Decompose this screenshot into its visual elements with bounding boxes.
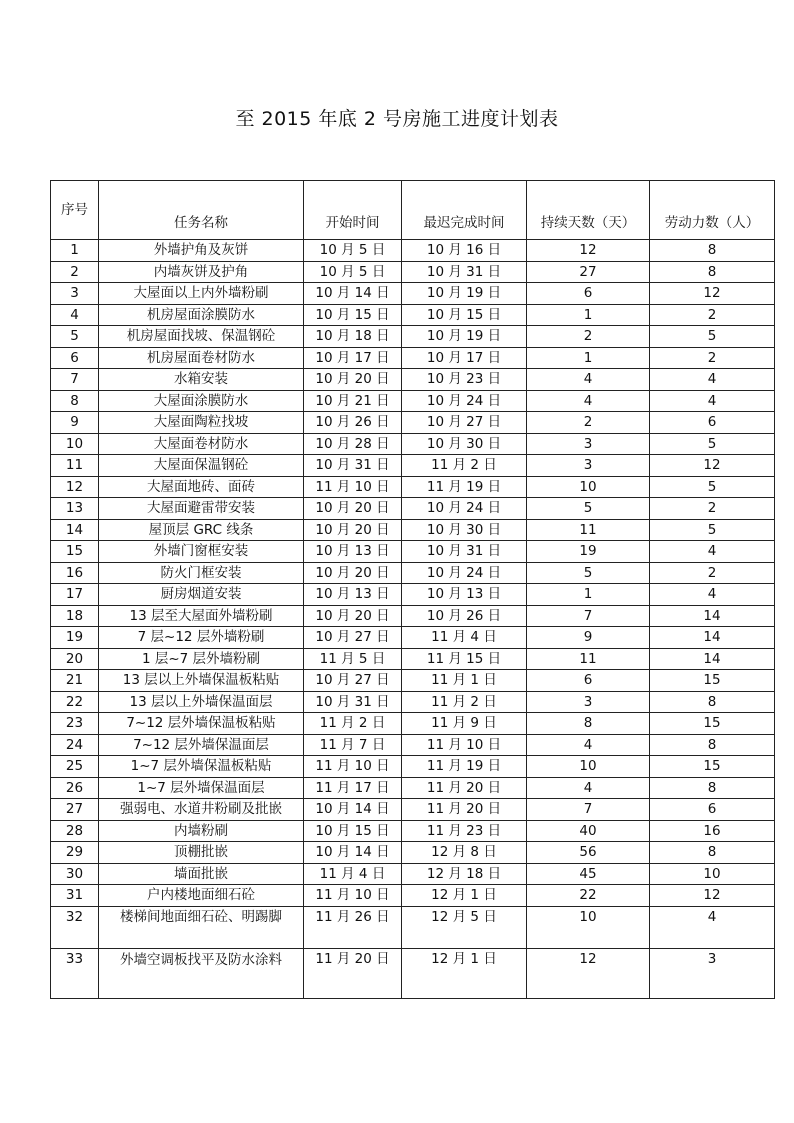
cell-end: 11 月 4 日 xyxy=(402,627,527,649)
cell-days: 9 xyxy=(527,627,650,649)
cell-seq: 31 xyxy=(51,885,99,907)
cell-seq: 22 xyxy=(51,691,99,713)
cell-end: 11 月 23 日 xyxy=(402,820,527,842)
cell-end: 12 月 18 日 xyxy=(402,863,527,885)
cell-days: 2 xyxy=(527,412,650,434)
cell-start: 10 月 14 日 xyxy=(304,283,402,305)
cell-task: 内墙灰饼及护角 xyxy=(99,261,304,283)
cell-task: 楼梯间地面细石砼、明踢脚 xyxy=(99,906,304,948)
cell-days: 3 xyxy=(527,691,650,713)
cell-end: 12 月 1 日 xyxy=(402,948,527,998)
cell-labor: 5 xyxy=(650,519,775,541)
cell-seq: 3 xyxy=(51,283,99,305)
cell-seq: 27 xyxy=(51,799,99,821)
cell-labor: 15 xyxy=(650,670,775,692)
table-row xyxy=(51,799,775,821)
cell-start: 10 月 15 日 xyxy=(304,304,402,326)
cell-labor: 4 xyxy=(650,369,775,391)
cell-seq: 23 xyxy=(51,713,99,735)
cell-end: 12 月 1 日 xyxy=(402,885,527,907)
cell-seq: 12 xyxy=(51,476,99,498)
table-row xyxy=(51,326,775,348)
cell-labor: 2 xyxy=(650,498,775,520)
cell-end: 10 月 24 日 xyxy=(402,498,527,520)
cell-task: 大屋面避雷带安装 xyxy=(99,498,304,520)
cell-seq: 24 xyxy=(51,734,99,756)
cell-days: 6 xyxy=(527,283,650,305)
table-header-row xyxy=(51,181,775,240)
cell-seq: 9 xyxy=(51,412,99,434)
cell-days: 22 xyxy=(527,885,650,907)
cell-seq: 19 xyxy=(51,627,99,649)
cell-seq: 13 xyxy=(51,498,99,520)
cell-labor: 8 xyxy=(650,691,775,713)
cell-seq: 21 xyxy=(51,670,99,692)
cell-task: 1~7 层外墙保温面层 xyxy=(99,777,304,799)
cell-start: 10 月 20 日 xyxy=(304,562,402,584)
cell-seq: 29 xyxy=(51,842,99,864)
table-row xyxy=(51,304,775,326)
table-row xyxy=(51,605,775,627)
cell-end: 12 月 8 日 xyxy=(402,842,527,864)
cell-labor: 8 xyxy=(650,240,775,262)
cell-task: 13 层至大屋面外墙粉刷 xyxy=(99,605,304,627)
cell-start: 11 月 10 日 xyxy=(304,476,402,498)
table-row xyxy=(51,756,775,778)
cell-task: 外墙空调板找平及防水涂料 xyxy=(99,948,304,998)
cell-labor: 2 xyxy=(650,562,775,584)
cell-days: 5 xyxy=(527,498,650,520)
cell-end: 11 月 2 日 xyxy=(402,455,527,477)
table-row xyxy=(51,476,775,498)
cell-seq: 26 xyxy=(51,777,99,799)
cell-end: 12 月 5 日 xyxy=(402,906,527,948)
cell-days: 11 xyxy=(527,648,650,670)
cell-start: 10 月 13 日 xyxy=(304,541,402,563)
table-row xyxy=(51,842,775,864)
cell-days: 1 xyxy=(527,304,650,326)
cell-labor: 8 xyxy=(650,777,775,799)
table-row xyxy=(51,734,775,756)
cell-start: 10 月 13 日 xyxy=(304,584,402,606)
cell-seq: 28 xyxy=(51,820,99,842)
table-row xyxy=(51,412,775,434)
cell-start: 10 月 31 日 xyxy=(304,455,402,477)
cell-seq: 6 xyxy=(51,347,99,369)
cell-task: 7 层~12 层外墙粉刷 xyxy=(99,627,304,649)
cell-labor: 5 xyxy=(650,433,775,455)
cell-seq: 15 xyxy=(51,541,99,563)
cell-days: 4 xyxy=(527,777,650,799)
cell-task: 1 层~7 层外墙粉刷 xyxy=(99,648,304,670)
cell-end: 10 月 31 日 xyxy=(402,261,527,283)
cell-labor: 8 xyxy=(650,734,775,756)
cell-end: 10 月 23 日 xyxy=(402,369,527,391)
table-row xyxy=(51,820,775,842)
cell-end: 10 月 24 日 xyxy=(402,390,527,412)
cell-labor: 8 xyxy=(650,261,775,283)
cell-days: 56 xyxy=(527,842,650,864)
cell-seq: 10 xyxy=(51,433,99,455)
cell-task: 1~7 层外墙保温板粘贴 xyxy=(99,756,304,778)
cell-seq: 18 xyxy=(51,605,99,627)
table-row xyxy=(51,648,775,670)
cell-days: 10 xyxy=(527,906,650,948)
cell-labor: 5 xyxy=(650,476,775,498)
cell-end: 10 月 13 日 xyxy=(402,584,527,606)
cell-end: 10 月 30 日 xyxy=(402,519,527,541)
cell-labor: 16 xyxy=(650,820,775,842)
cell-start: 10 月 5 日 xyxy=(304,261,402,283)
cell-days: 12 xyxy=(527,240,650,262)
cell-seq: 7 xyxy=(51,369,99,391)
cell-days: 27 xyxy=(527,261,650,283)
cell-end: 11 月 19 日 xyxy=(402,476,527,498)
cell-start: 11 月 20 日 xyxy=(304,948,402,998)
cell-task: 大屋面地砖、面砖 xyxy=(99,476,304,498)
table-body xyxy=(51,240,775,999)
cell-labor: 12 xyxy=(650,455,775,477)
cell-days: 1 xyxy=(527,347,650,369)
cell-labor: 5 xyxy=(650,326,775,348)
cell-labor: 10 xyxy=(650,863,775,885)
cell-labor: 4 xyxy=(650,541,775,563)
table-row xyxy=(51,519,775,541)
cell-task: 防火门框安装 xyxy=(99,562,304,584)
cell-end: 11 月 20 日 xyxy=(402,777,527,799)
cell-days: 4 xyxy=(527,369,650,391)
cell-end: 11 月 1 日 xyxy=(402,670,527,692)
cell-days: 3 xyxy=(527,433,650,455)
table-row xyxy=(51,584,775,606)
cell-end: 11 月 20 日 xyxy=(402,799,527,821)
cell-start: 11 月 17 日 xyxy=(304,777,402,799)
cell-labor: 12 xyxy=(650,283,775,305)
cell-end: 10 月 19 日 xyxy=(402,326,527,348)
cell-seq: 11 xyxy=(51,455,99,477)
cell-seq: 4 xyxy=(51,304,99,326)
table-row xyxy=(51,369,775,391)
cell-task: 13 层以上外墙保温面层 xyxy=(99,691,304,713)
cell-start: 11 月 2 日 xyxy=(304,713,402,735)
cell-task: 机房屋面卷材防水 xyxy=(99,347,304,369)
header-seq: 序号 xyxy=(51,181,99,240)
cell-start: 10 月 20 日 xyxy=(304,605,402,627)
cell-labor: 14 xyxy=(650,648,775,670)
header-latest-finish: 最迟完成时间 xyxy=(402,181,527,240)
cell-end: 10 月 17 日 xyxy=(402,347,527,369)
cell-days: 40 xyxy=(527,820,650,842)
table-row xyxy=(51,863,775,885)
cell-labor: 3 xyxy=(650,948,775,998)
cell-days: 7 xyxy=(527,605,650,627)
cell-task: 大屋面保温钢砼 xyxy=(99,455,304,477)
cell-end: 10 月 15 日 xyxy=(402,304,527,326)
cell-start: 10 月 14 日 xyxy=(304,799,402,821)
table-row xyxy=(51,670,775,692)
cell-end: 10 月 31 日 xyxy=(402,541,527,563)
cell-seq: 32 xyxy=(51,906,99,948)
table-row xyxy=(51,455,775,477)
cell-start: 10 月 20 日 xyxy=(304,519,402,541)
cell-days: 4 xyxy=(527,390,650,412)
cell-start: 11 月 10 日 xyxy=(304,885,402,907)
table-row xyxy=(51,777,775,799)
cell-days: 12 xyxy=(527,948,650,998)
cell-end: 11 月 15 日 xyxy=(402,648,527,670)
cell-task: 13 层以上外墙保温板粘贴 xyxy=(99,670,304,692)
cell-task: 外墙护角及灰饼 xyxy=(99,240,304,262)
cell-start: 10 月 26 日 xyxy=(304,412,402,434)
table-row xyxy=(51,713,775,735)
cell-end: 10 月 24 日 xyxy=(402,562,527,584)
cell-days: 8 xyxy=(527,713,650,735)
cell-seq: 33 xyxy=(51,948,99,998)
table-row xyxy=(51,390,775,412)
cell-labor: 15 xyxy=(650,713,775,735)
table-row xyxy=(51,283,775,305)
cell-seq: 17 xyxy=(51,584,99,606)
cell-task: 机房屋面涂膜防水 xyxy=(99,304,304,326)
cell-seq: 1 xyxy=(51,240,99,262)
cell-task: 墙面批嵌 xyxy=(99,863,304,885)
cell-days: 19 xyxy=(527,541,650,563)
cell-days: 7 xyxy=(527,799,650,821)
table-row xyxy=(51,240,775,262)
cell-labor: 12 xyxy=(650,885,775,907)
table-row xyxy=(51,691,775,713)
cell-task: 内墙粉刷 xyxy=(99,820,304,842)
cell-start: 10 月 27 日 xyxy=(304,670,402,692)
cell-task: 外墙门窗框安装 xyxy=(99,541,304,563)
cell-start: 10 月 21 日 xyxy=(304,390,402,412)
cell-start: 10 月 20 日 xyxy=(304,369,402,391)
header-labor: 劳动力数（人） xyxy=(650,181,775,240)
cell-labor: 14 xyxy=(650,605,775,627)
cell-start: 11 月 5 日 xyxy=(304,648,402,670)
cell-start: 10 月 28 日 xyxy=(304,433,402,455)
cell-labor: 2 xyxy=(650,304,775,326)
cell-labor: 4 xyxy=(650,906,775,948)
cell-end: 10 月 30 日 xyxy=(402,433,527,455)
cell-labor: 4 xyxy=(650,390,775,412)
cell-end: 11 月 10 日 xyxy=(402,734,527,756)
table-row xyxy=(51,562,775,584)
cell-task: 顶棚批嵌 xyxy=(99,842,304,864)
cell-task: 水箱安装 xyxy=(99,369,304,391)
cell-days: 45 xyxy=(527,863,650,885)
cell-start: 10 月 27 日 xyxy=(304,627,402,649)
cell-task: 机房屋面找坡、保温钢砼 xyxy=(99,326,304,348)
schedule-table xyxy=(50,180,775,999)
cell-start: 10 月 18 日 xyxy=(304,326,402,348)
cell-days: 2 xyxy=(527,326,650,348)
table-row xyxy=(51,948,775,998)
cell-task: 大屋面卷材防水 xyxy=(99,433,304,455)
table-row xyxy=(51,627,775,649)
cell-start: 11 月 4 日 xyxy=(304,863,402,885)
cell-seq: 25 xyxy=(51,756,99,778)
header-duration: 持续天数（天） xyxy=(527,181,650,240)
cell-end: 11 月 19 日 xyxy=(402,756,527,778)
cell-days: 11 xyxy=(527,519,650,541)
cell-days: 4 xyxy=(527,734,650,756)
table-row xyxy=(51,906,775,948)
cell-days: 6 xyxy=(527,670,650,692)
cell-task: 大屋面涂膜防水 xyxy=(99,390,304,412)
cell-start: 11 月 10 日 xyxy=(304,756,402,778)
table-row xyxy=(51,498,775,520)
cell-labor: 2 xyxy=(650,347,775,369)
cell-task: 大屋面陶粒找坡 xyxy=(99,412,304,434)
cell-seq: 5 xyxy=(51,326,99,348)
table-row xyxy=(51,541,775,563)
cell-start: 11 月 7 日 xyxy=(304,734,402,756)
cell-start: 10 月 17 日 xyxy=(304,347,402,369)
cell-task: 强弱电、水道井粉刷及批嵌 xyxy=(99,799,304,821)
cell-end: 10 月 26 日 xyxy=(402,605,527,627)
cell-labor: 6 xyxy=(650,412,775,434)
cell-start: 10 月 14 日 xyxy=(304,842,402,864)
cell-task: 屋顶层 GRC 线条 xyxy=(99,519,304,541)
table-row xyxy=(51,347,775,369)
cell-end: 10 月 16 日 xyxy=(402,240,527,262)
cell-task: 户内楼地面细石砼 xyxy=(99,885,304,907)
cell-days: 10 xyxy=(527,756,650,778)
cell-seq: 8 xyxy=(51,390,99,412)
page-title: 至 2015 年底 2 号房施工进度计划表 xyxy=(235,108,559,130)
cell-seq: 2 xyxy=(51,261,99,283)
header-start: 开始时间 xyxy=(304,181,402,240)
cell-seq: 16 xyxy=(51,562,99,584)
cell-start: 11 月 26 日 xyxy=(304,906,402,948)
cell-labor: 6 xyxy=(650,799,775,821)
cell-task: 厨房烟道安装 xyxy=(99,584,304,606)
cell-days: 10 xyxy=(527,476,650,498)
cell-seq: 30 xyxy=(51,863,99,885)
cell-labor: 8 xyxy=(650,842,775,864)
cell-end: 11 月 2 日 xyxy=(402,691,527,713)
cell-start: 10 月 31 日 xyxy=(304,691,402,713)
cell-end: 10 月 19 日 xyxy=(402,283,527,305)
cell-start: 10 月 15 日 xyxy=(304,820,402,842)
cell-labor: 15 xyxy=(650,756,775,778)
table-row xyxy=(51,261,775,283)
cell-end: 11 月 9 日 xyxy=(402,713,527,735)
cell-labor: 4 xyxy=(650,584,775,606)
cell-task: 7~12 层外墙保温板粘贴 xyxy=(99,713,304,735)
cell-days: 1 xyxy=(527,584,650,606)
cell-task: 7~12 层外墙保温面层 xyxy=(99,734,304,756)
cell-start: 10 月 20 日 xyxy=(304,498,402,520)
cell-days: 3 xyxy=(527,455,650,477)
header-task: 任务名称 xyxy=(99,181,304,240)
cell-seq: 20 xyxy=(51,648,99,670)
table-row xyxy=(51,885,775,907)
cell-seq: 14 xyxy=(51,519,99,541)
cell-labor: 14 xyxy=(650,627,775,649)
cell-start: 10 月 5 日 xyxy=(304,240,402,262)
cell-end: 10 月 27 日 xyxy=(402,412,527,434)
table-row xyxy=(51,433,775,455)
cell-task: 大屋面以上内外墙粉刷 xyxy=(99,283,304,305)
cell-days: 5 xyxy=(527,562,650,584)
